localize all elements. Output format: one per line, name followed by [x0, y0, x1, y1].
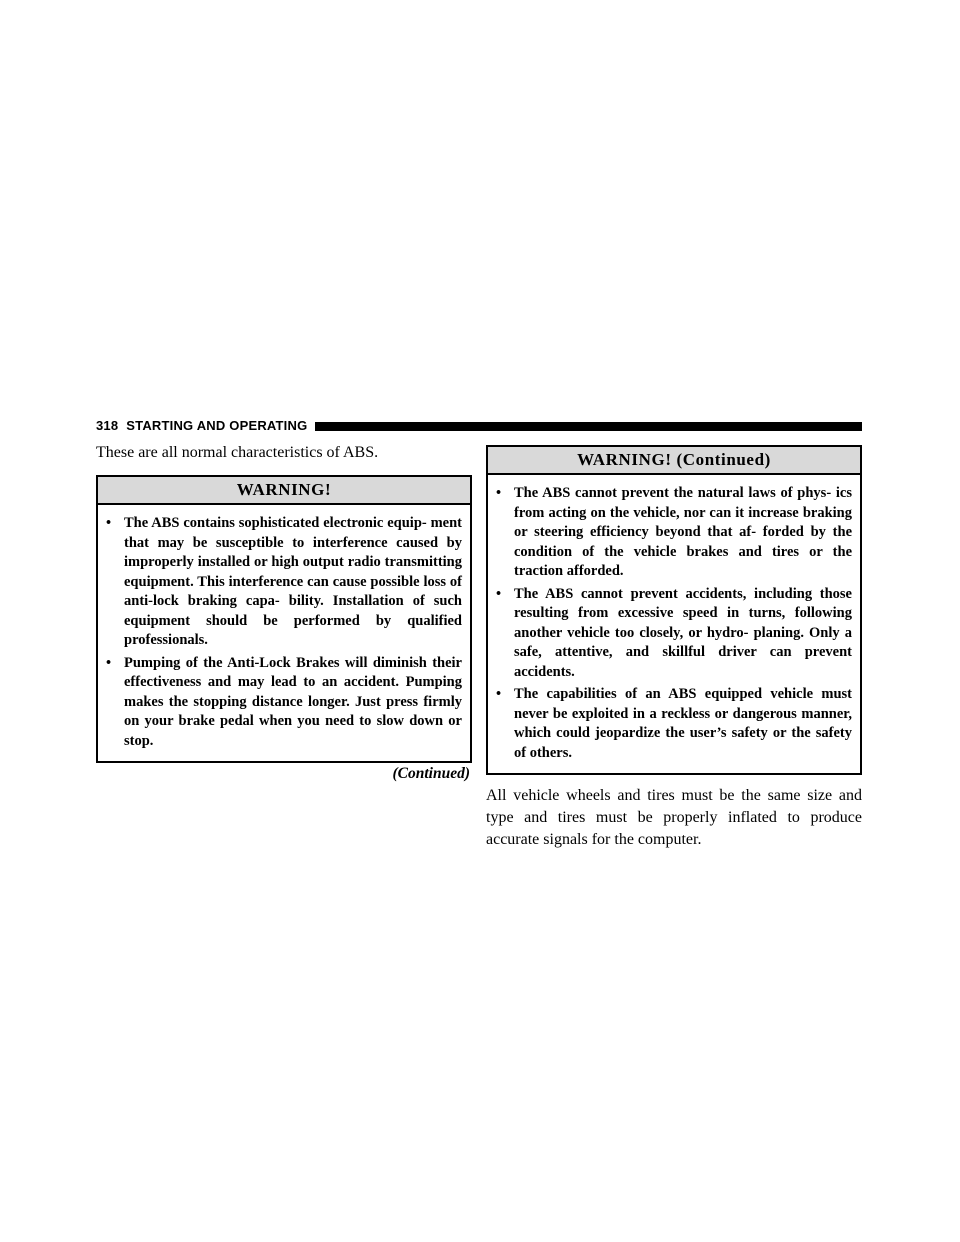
warning-item-text: Pumping of the Anti-Lock Brakes will diminish their effectiveness and may lead to an accident. Pumping makes the stopping distance longer. Just press firmly on your brake pedal when you need to slow down or stop. [124, 654, 462, 749]
warning-item [494, 685, 852, 763]
warning-list [488, 475, 860, 773]
warning-continued-box [486, 445, 862, 775]
warning-item-text: The ABS cannot prevent accidents, including those resulting from excessive speed in turns, following another vehicle too closely, or hydro- planing. Only a safe, attentive, and skillful driver can prevent accidents. [514, 585, 852, 680]
warning-item [104, 514, 462, 651]
bullet-icon: • [106, 654, 112, 671]
warning-list [98, 505, 470, 761]
warning-item [494, 585, 852, 683]
bullet-icon: • [496, 686, 502, 702]
warning-box [96, 475, 472, 763]
warning-item-text: The capabilities of an ABS equipped vehicle must never be exploited in a reckless or dangerous manner, which could jeopardize the user’s safety or the safety of others. [514, 686, 852, 761]
continued-label: (Continued) [392, 765, 470, 782]
bullet-icon: • [496, 485, 502, 501]
bullet-icon: • [496, 585, 502, 602]
outro-paragraph: All vehicle wheels and tires must be the same size and type and tires must be properly inflated to produce accurate signals for the computer. [486, 787, 862, 848]
header-rule [315, 422, 862, 431]
bullet-icon: • [106, 515, 112, 531]
warning-item-text: The ABS cannot prevent the natural laws of phys- ics from acting on the vehicle, nor can it increase braking or steering efficiency beyond that af- forded by the condition of the vehicle brakes and tires or the traction afforded. [514, 485, 852, 579]
intro-paragraph: These are all normal characteristics of ABS. [96, 444, 379, 461]
warning-title: WARNING! [98, 477, 470, 505]
right-column [486, 445, 862, 851]
warning-item [494, 484, 852, 582]
section-title: STARTING AND OPERATING [126, 418, 308, 433]
left-column [96, 440, 472, 785]
warning-item-text: The ABS contains sophisticated electronic equip- ment that may be susceptible to interference caused by improperly installed or high output radio transmitting equipment. This interference can cause possible loss of anti-lock braking capa- bility. Installation of such equipment should be performed by qualified professionals. [124, 515, 462, 648]
page-number: 318 [96, 418, 119, 433]
warning-item [104, 654, 462, 752]
warning-continued-title: WARNING! (Continued) [488, 447, 860, 475]
page-header [96, 418, 862, 434]
